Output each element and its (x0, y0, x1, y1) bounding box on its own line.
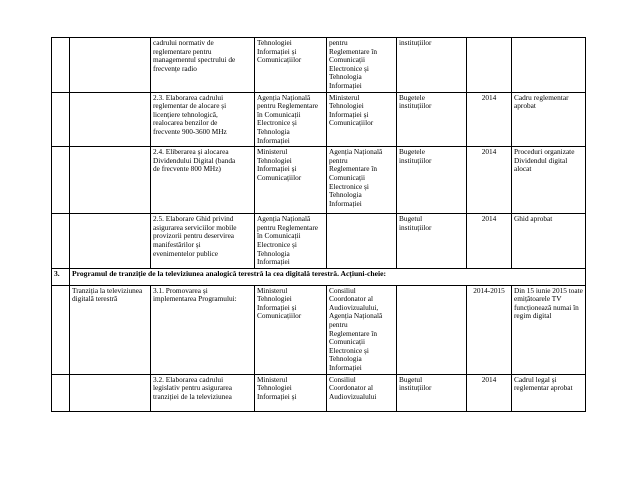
result-cell: Cadru reglementar aprobat (512, 92, 586, 147)
row-number-cell (52, 214, 70, 269)
partners-cell: Consiliul Coordonator al Audiovizualului, Agenția Națională pentru Reglementare în Comunicații Electronice și Tehnologia Informației (327, 285, 397, 374)
action-cell: 2.3. Elaborarea cadrului reglementar de alocare și licențiere tehnologică, realocarea benzilor de frecvente 900-3600 MHz (151, 92, 255, 147)
funding-cell: instituțiilor (397, 38, 467, 93)
responsible-cell: Agenția Națională pentru Reglementare în Comunicații Electronice și Tehnologia Informației (255, 92, 327, 147)
objective-cell (70, 38, 151, 93)
result-cell: Proceduri organizate Dividendul digital alocat (512, 147, 586, 214)
result-cell: Ghid aprobat (512, 214, 586, 269)
action-cell: 2.4. Eliberarea și alocarea Dividendului Digital (banda de frecvente 800 MHz) (151, 147, 255, 214)
action-cell: 2.5. Elaborare Ghid privind asigurarea serviciilor mobile provizorii pentru deservirea manifestărilor și evenimentelor publice (151, 214, 255, 269)
partners-cell: Agenția Națională pentru Reglementare în Comunicații Electronice și Tehnologia Informației (327, 147, 397, 214)
objective-cell (70, 374, 151, 411)
row-number-cell (52, 38, 70, 93)
year-cell: 2014 (467, 214, 512, 269)
row-number-cell (52, 374, 70, 411)
funding-cell: Bugetele instituțiilor (397, 92, 467, 147)
responsible-cell: Ministerul Tehnologiei Informației și Comunicațiilor (255, 147, 327, 214)
section-header-row (52, 268, 586, 285)
funding-cell (397, 285, 467, 374)
action-cell: 3.1. Promovarea și implementarea Programului: (151, 285, 255, 374)
document-page (51, 37, 585, 412)
partners-cell: pentru Reglementare în Comunicații Electronice și Tehnologia Informației (327, 38, 397, 93)
objective-cell (70, 214, 151, 269)
responsible-cell: Tehnologiei Informației și Comunicațiilor (255, 38, 327, 93)
row-number-cell (52, 285, 70, 374)
action-cell: cadrului normativ de reglementare pentru managementul spectrului de frecvențe radio (151, 38, 255, 93)
partners-cell: Ministerul Tehnologiei Informației și Comunicațiilor (327, 92, 397, 147)
responsible-cell: Ministerul Tehnologiei Informației și (255, 374, 327, 411)
objective-cell (70, 92, 151, 147)
result-cell (512, 38, 586, 93)
table-row (52, 285, 586, 374)
responsible-cell: Ministerul Tehnologiei Informației și Comunicațiilor (255, 285, 327, 374)
action-plan-table (51, 37, 586, 412)
section-title: Programul de tranziție de la televiziunea analogică terestră la cea digitală terestră. Acțiuni-cheie: (70, 268, 586, 285)
section-number: 3. (52, 268, 70, 285)
year-cell: 2014 (467, 374, 512, 411)
year-cell (467, 38, 512, 93)
responsible-cell: Agenția Națională pentru Reglementare în Comunicații Electronice și Tehnologia Informației (255, 214, 327, 269)
result-cell: Din 15 iunie 2015 toate emițătoarele TV funcționează numai în regim digital (512, 285, 586, 374)
row-number-cell (52, 147, 70, 214)
action-cell: 3.2. Elaborarea cadrului legislativ pentru asigurarea tranziției de la televiziunea (151, 374, 255, 411)
table-row (52, 147, 586, 214)
year-cell: 2014 (467, 92, 512, 147)
row-number-cell (52, 92, 70, 147)
table-row (52, 374, 586, 411)
funding-cell: Bugetele instituțiilor (397, 147, 467, 214)
result-cell: Cadrul legal și reglementar aprobat (512, 374, 586, 411)
year-cell: 2014-2015 (467, 285, 512, 374)
partners-cell (327, 214, 397, 269)
funding-cell: Bugetul instituțiilor (397, 374, 467, 411)
table-row (52, 38, 586, 93)
table-row (52, 214, 586, 269)
funding-cell: Bugetul instituțiilor (397, 214, 467, 269)
table-row (52, 92, 586, 147)
objective-cell: Tranziția la televiziunea digitală terestră (70, 285, 151, 374)
partners-cell: Consiliul Coordonator al Audiovizualului (327, 374, 397, 411)
objective-cell (70, 147, 151, 214)
year-cell: 2014 (467, 147, 512, 214)
